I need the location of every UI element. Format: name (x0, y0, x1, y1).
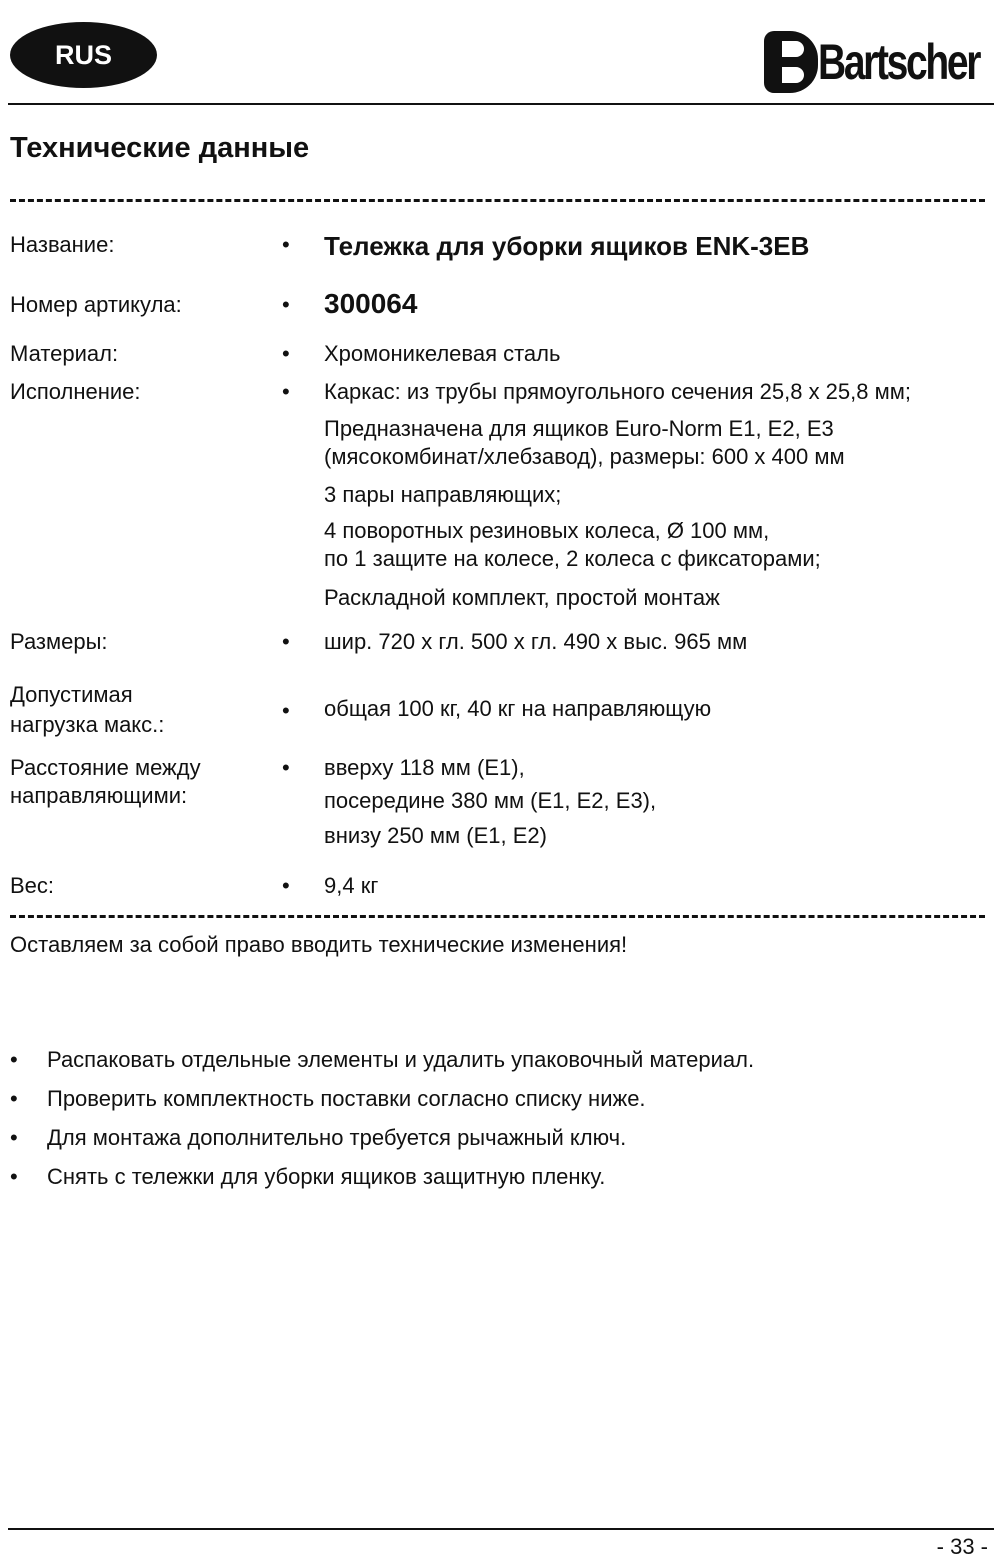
spec-value-load: общая 100 кг, 40 кг на направляющую (324, 696, 712, 721)
spec-value-design-line: 3 пары направляющих; (324, 482, 562, 507)
spec-value-design-line: Предназначена для ящиков Euro-Norm E1, E2, E3 (324, 416, 834, 441)
spec-value-material: Хромоникелевая сталь (324, 341, 561, 366)
bullet: • (10, 1086, 18, 1111)
spec-value-design-line: Каркас: из трубы прямоугольного сечения 25,8 x 25,8 мм; (324, 379, 911, 404)
brand-logo-mark (764, 31, 818, 93)
spec-value-design-line: Раскладной комплект, простой монтаж (324, 585, 720, 610)
spec-value-dimensions: шир. 720 x гл. 500 x гл. 490 x выс. 965 мм (324, 629, 748, 654)
spec-label: Вес: (10, 873, 55, 898)
spec-value-weight: 9,4 кг (324, 873, 379, 898)
bullet: • (282, 232, 290, 257)
bullet: • (282, 379, 290, 404)
bullet: • (282, 292, 290, 317)
bullet: • (282, 341, 290, 366)
spec-label: Материал: (10, 341, 119, 366)
spec-label: нагрузка макс.: (10, 712, 165, 737)
bullet: • (10, 1047, 18, 1072)
spec-value-design-line: по 1 защите на колесе, 2 колеса с фиксаторами; (324, 546, 821, 571)
spec-value-spacing-line: внизу 250 мм (E1, E2) (324, 823, 547, 848)
technical-changes-note: Оставляем за собой право вводить технические изменения! (10, 932, 628, 957)
spec-value-design-line: (мясокомбинат/хлебзавод), размеры: 600 x 400 мм (324, 444, 845, 469)
spec-label: Номер артикула: (10, 292, 182, 317)
dashed-divider-bottom (10, 915, 985, 918)
spec-value-product-name: Тележка для уборки ящиков ENK-3EB (324, 231, 810, 261)
section-title: Технические данные (10, 132, 310, 164)
spec-value-spacing-line: посередине 380 мм (E1, E2, E3), (324, 788, 657, 813)
page-number: - 33 - (936, 1534, 988, 1559)
instruction-text: Распаковать отдельные элементы и удалить упаковочный материал. (47, 1047, 755, 1072)
brand-logo (758, 30, 988, 94)
footer-rule (8, 1528, 994, 1530)
bullet: • (282, 629, 290, 654)
instruction-text: Проверить комплектность поставки согласно списку ниже. (47, 1086, 646, 1111)
header-rule (8, 103, 994, 105)
instruction-text: Для монтажа дополнительно требуется рычажный ключ. (47, 1125, 627, 1150)
spec-label: направляющими: (10, 783, 188, 808)
dashed-divider-top (10, 199, 985, 202)
spec-value-article-number: 300064 (324, 288, 418, 319)
instruction-text: Снять с тележки для уборки ящиков защитную пленку. (47, 1164, 606, 1189)
spec-label: Расстояние между (10, 755, 201, 780)
bullet: • (282, 698, 290, 723)
spec-label: Допустимая (10, 682, 133, 707)
bullet: • (282, 873, 290, 898)
spec-label: Название: (10, 232, 115, 257)
spec-label: Размеры: (10, 629, 108, 654)
bullet: • (10, 1125, 18, 1150)
spec-value-design-line: 4 поворотных резиновых колеса, Ø 100 мм, (324, 518, 770, 543)
language-badge: RUS (10, 22, 157, 88)
spec-label: Исполнение: (10, 379, 141, 404)
spec-value-spacing-line: вверху 118 мм (E1), (324, 755, 525, 780)
bullet: • (10, 1164, 18, 1189)
brand-logo-text: Bartscher (817, 34, 979, 90)
bullet: • (282, 755, 290, 780)
